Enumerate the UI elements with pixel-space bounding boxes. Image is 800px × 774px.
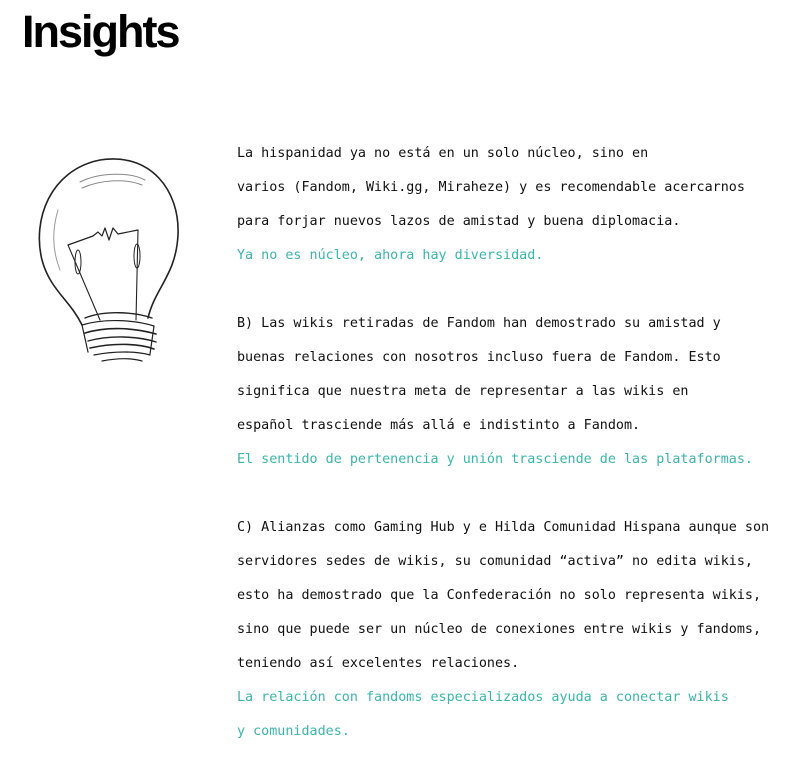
insight-section-b bbox=[237, 298, 797, 485]
insight-highlight: El sentido de pertenencia y unión trasciende de las plataformas. bbox=[237, 452, 753, 467]
insight-text: esto ha demostrado que la Confederación no solo representa wikis, bbox=[237, 588, 762, 603]
insight-text: La hispanidad ya no está en un solo núcleo, sino en bbox=[237, 146, 649, 161]
insight-text: español trasciende más allá e indistinto a Fandom. bbox=[237, 418, 641, 433]
insight-text: sino que puede ser un núcleo de conexiones entre wikis y fandoms, bbox=[237, 622, 762, 637]
insight-text: buenas relaciones con nosotros incluso fuera de Fandom. Esto bbox=[237, 350, 721, 365]
insights-content bbox=[237, 128, 797, 774]
insight-text: significa que nuestra meta de representar a las wikis en bbox=[237, 384, 689, 399]
insight-highlight: Ya no es núcleo, ahora hay diversidad. bbox=[237, 248, 544, 263]
lightbulb-icon bbox=[30, 140, 180, 370]
insight-text: B) Las wikis retiradas de Fandom han demostrado su amistad y bbox=[237, 316, 721, 331]
insight-highlight: y comunidades. bbox=[237, 724, 350, 739]
insight-text: varios (Fandom, Wiki.gg, Miraheze) y es recomendable acercarnos bbox=[237, 180, 745, 195]
insight-text: teniendo así excelentes relaciones. bbox=[237, 656, 520, 671]
insight-text: servidores sedes de wikis, su comunidad “activa” no edita wikis, bbox=[237, 554, 753, 569]
insight-text: C) Alianzas como Gaming Hub y e Hilda Comunidad Hispana aunque son bbox=[237, 520, 770, 535]
insight-highlight: La relación con fandoms especializados ayuda a conectar wikis bbox=[237, 690, 729, 705]
page-title: Insights bbox=[22, 6, 179, 57]
insight-section-c bbox=[237, 502, 797, 757]
insight-text: para forjar nuevos lazos de amistad y buena diplomacia. bbox=[237, 214, 681, 229]
insight-section-a bbox=[237, 128, 797, 281]
